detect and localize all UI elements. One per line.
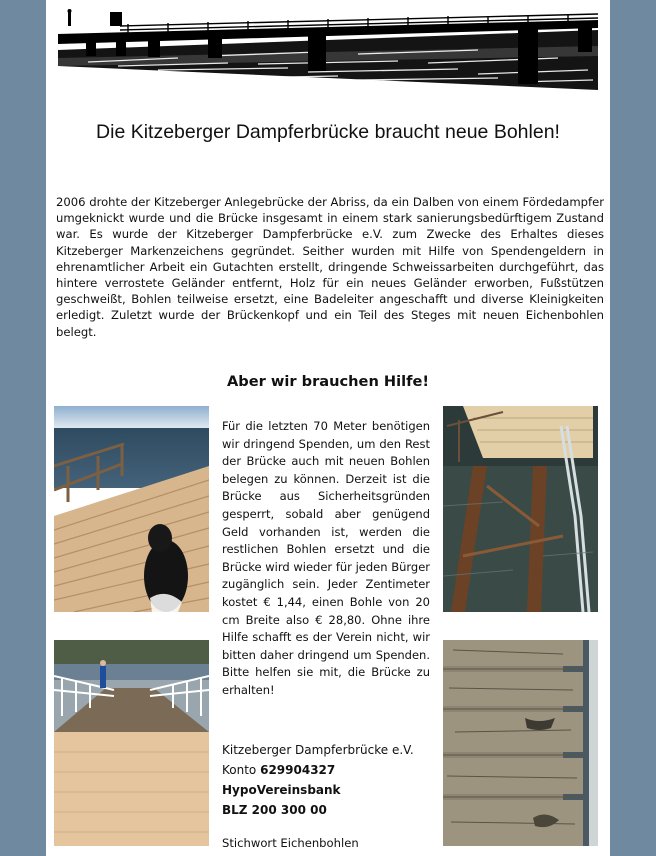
bank-details <box>222 740 432 820</box>
page-title: Die Kitzeberger Dampferbrücke braucht neue Bohlen! <box>96 121 560 143</box>
photo-rusty-pier-structure <box>443 406 598 612</box>
photo-pier-white-railing <box>54 640 209 846</box>
section-heading: Aber wir brauchen Hilfe! <box>226 373 430 390</box>
photo-dog-on-pier <box>54 406 209 612</box>
appeal-paragraph: Für die letzten 70 Meter benötigen wir dringend Spenden, um den Rest der Brücke auch mit neuen Bohlen belegen zu können. Derzeit ist die Brücke aus Sicherheitsgründen gesperrt, sobald aber genügend Geld vorhanden ist, werden die restlichen Bohlen ersetzt und die Brücke wird wieder für jeden Bürger zugänglich sein. Jeder Zentimeter kostet € 1,44, einen Bohle von 20 cm Breite also € 28,80. Ohne ihre Hilfe schafft es der Verein nicht, wir bitten daher dringend um Spenden. Bitte helfen sie mit, die Brücke zu erhalten! <box>222 419 430 697</box>
bank-name: HypoVereinsbank <box>222 783 341 797</box>
bank-account <box>222 760 432 780</box>
bank-org-name: Kitzeberger Dampferbrücke e.V. <box>222 743 414 757</box>
konto-label: Konto <box>222 763 257 777</box>
pier-silhouette-illustration <box>58 6 598 96</box>
photo-weathered-planks <box>443 640 598 846</box>
konto-number: 629904327 <box>260 763 336 777</box>
flyer-page <box>46 0 610 856</box>
intro-paragraph: 2006 drohte der Kitzeberger Anlegebrücke der Abriss, da ein Dalben von einem Fördedampfer umgeknickt wurde und die Brücke insgesamt in einem stark sanierungsbedürftigem Zustand war. Es wurde der Kitzeberger Dampferbrücke e.V. zum Zwecke des Erhaltes dieses Kitzeberger Markenzeichens gegründet. Seither wurden mit Hilfe von Spendengeldern in ehrenamtlicher Arbeit ein Gutachten erstellt, dringende Schweissarbeiten durchgeführt, das hintere verrostete Geländer entfernt, Holz für ein neues Geländer erworben, Fußstützen geschweißt, Bohlen teilweise ersetzt, eine Badeleiter angeschafft und diverse Kleinigkeiten erledigt. Zuletzt wurde der Brückenkopf und ein Teil des Steges mit neuen Eichenbohlen belegt. <box>56 195 604 339</box>
donation-keyword: Stichwort Eichenbohlen <box>222 836 359 850</box>
bank-code: BLZ 200 300 00 <box>222 803 327 817</box>
